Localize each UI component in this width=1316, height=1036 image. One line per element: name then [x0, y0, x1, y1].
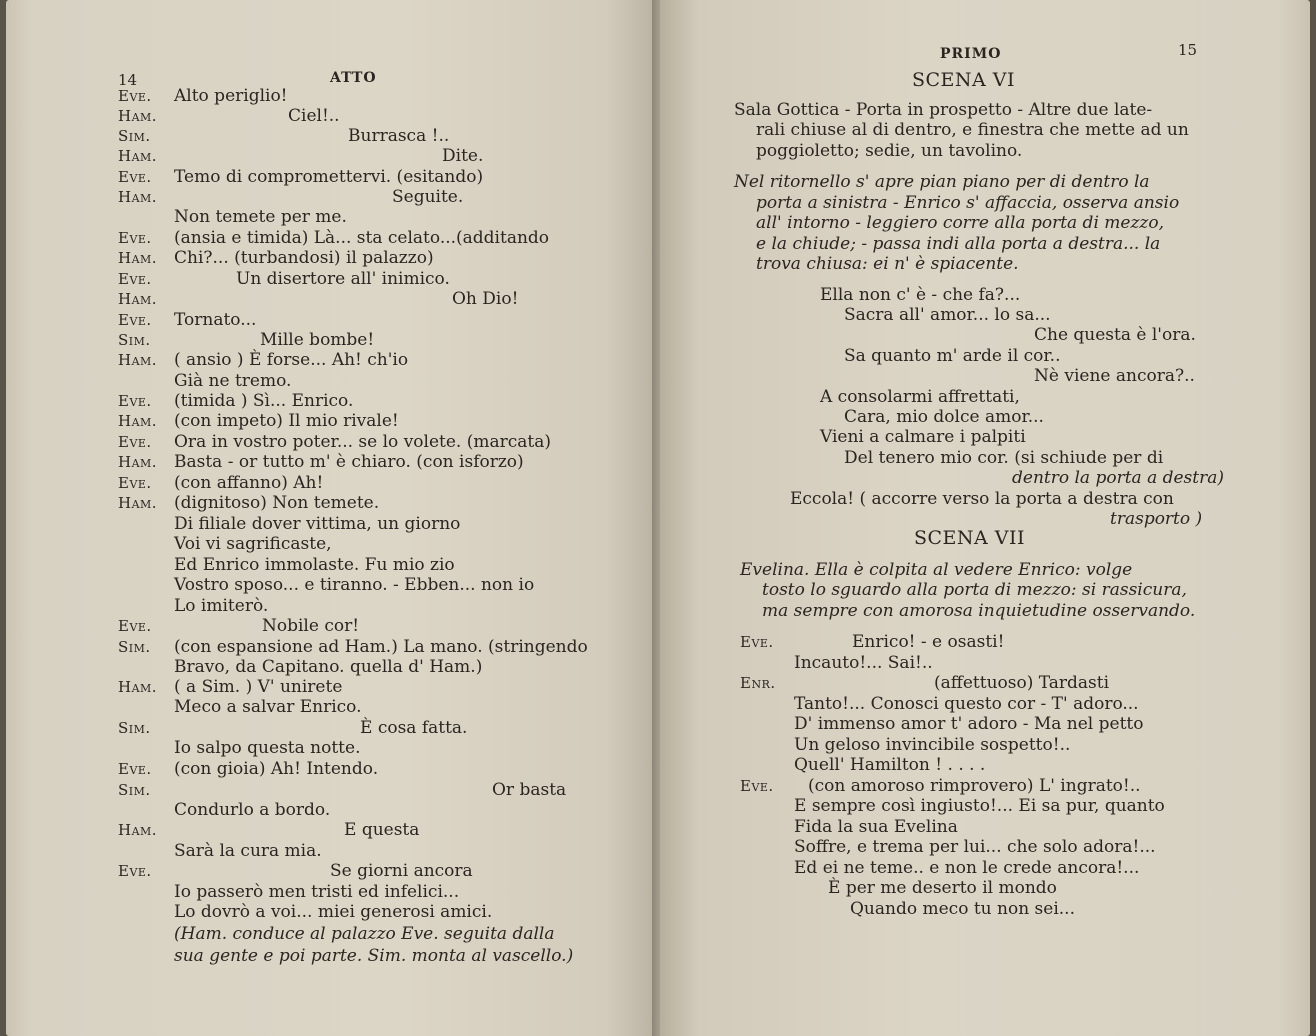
- speaker-label: Sim.: [118, 719, 151, 737]
- verse-line: Nè viene ancora?..: [1034, 366, 1195, 386]
- speaker-label: Eve.: [118, 433, 152, 451]
- dialogue-line: Nobile cor!: [262, 616, 360, 636]
- verse-line: Eccola! ( accorre verso la porta a destra con: [790, 489, 1174, 509]
- dialogue-line: Sarà la cura mia.: [174, 841, 322, 861]
- dialogue-line: Meco a salvar Enrico.: [174, 697, 362, 717]
- dialogue-line: Ciel!..: [288, 106, 340, 126]
- running-head: PRIMO: [940, 46, 1002, 62]
- speaker-label: Eve.: [118, 392, 152, 410]
- dialogue-line: Oh Dio!: [452, 289, 519, 309]
- dialogue-line: Burrasca !..: [348, 126, 450, 146]
- speaker-label: Ham.: [118, 249, 158, 267]
- dialogue-line: (timida ) Sì... Enrico.: [174, 391, 354, 411]
- dialogue-line: Temo di compromettervi. (esitando): [174, 167, 484, 187]
- stage-setting: Sala Gottica - Porta in prospetto - Altre due late-: [734, 100, 1153, 120]
- dialogue-line: sua gente e poi parte. Sim. monta al vascello.): [174, 946, 574, 966]
- dialogue-line: (con gioia) Ah! Intendo.: [174, 759, 379, 779]
- dialogue-line: Ed Enrico immolaste. Fu mio zio: [174, 555, 455, 575]
- page-number: 15: [1178, 41, 1198, 59]
- speaker-label: Eve.: [118, 617, 152, 635]
- stage-direction: e la chiude; - passa indi alla porta a destra... la: [756, 234, 1161, 254]
- dialogue-line: Di filiale dover vittima, un giorno: [174, 514, 461, 534]
- verse-line: Sa quanto m' arde il cor..: [844, 346, 1061, 366]
- speaker-label: Ham.: [118, 453, 158, 471]
- dialogue-line: Basta - or tutto m' è chiaro. (con isforzo): [174, 452, 524, 472]
- speaker-label: Enr.: [740, 674, 776, 692]
- speaker-label: Eve.: [118, 168, 152, 186]
- dialogue-line: Mille bombe!: [260, 330, 375, 350]
- speaker-label: Eve.: [118, 229, 152, 247]
- stage-setting: rali chiuse al di dentro, e finestra che mette ad un: [756, 120, 1189, 140]
- page-number: 14: [118, 71, 138, 89]
- dialogue-line: Non temete per me.: [174, 207, 347, 227]
- verse-line: Ella non c' è - che fa?...: [820, 285, 1021, 305]
- speaker-label: Ham.: [118, 494, 158, 512]
- dialogue-line: E sempre così ingiusto!... Ei sa pur, quanto: [794, 796, 1165, 816]
- verse-line: Che questa è l'ora.: [1034, 325, 1196, 345]
- speaker-label: Ham.: [118, 678, 158, 696]
- dialogue-line: Lo imiterò.: [174, 596, 269, 616]
- dialogue-line: Quell' Hamilton ! . . . .: [794, 755, 986, 775]
- speaker-label: Eve.: [740, 633, 774, 651]
- dialogue-line: Voi vi sagrificaste,: [174, 534, 332, 554]
- dialogue-line: Lo dovrò a voi... miei generosi amici.: [174, 902, 493, 922]
- dialogue-line: Ora in vostro poter... se lo volete. (marcata): [174, 432, 552, 452]
- dialogue-line: Ed ei ne teme.. e non le crede ancora!...: [794, 858, 1140, 878]
- dialogue-line: Incauto!... Sai!..: [794, 653, 933, 673]
- verse-line: trasporto ): [1110, 509, 1203, 529]
- speaker-label: Eve.: [118, 311, 152, 329]
- speaker-label: Ham.: [118, 107, 158, 125]
- verse-line: dentro la porta a destra): [1012, 468, 1225, 488]
- dialogue-line: (Ham. conduce al palazzo Eve. seguita dalla: [174, 924, 555, 944]
- scene-title: SCENA VII: [914, 527, 1026, 549]
- verse-line: Del tenero mio cor. (si schiude per di: [844, 448, 1164, 468]
- verse-line: A consolarmi affrettati,: [820, 387, 1020, 407]
- dialogue-line: (con affanno) Ah!: [174, 473, 324, 493]
- dialogue-line: Alto periglio!: [174, 86, 288, 106]
- speaker-label: Ham.: [118, 147, 158, 165]
- dialogue-line: Un disertore all' inimico.: [236, 269, 450, 289]
- verse-line: Sacra all' amor... lo sa...: [844, 305, 1051, 325]
- speaker-label: Sim.: [118, 127, 151, 145]
- dialogue-line: Tanto!... Conosci questo cor - T' adoro...: [794, 694, 1139, 714]
- dialogue-line: Io passerò men tristi ed infelici...: [174, 882, 460, 902]
- dialogue-line: (affettuoso) Tardasti: [934, 673, 1110, 693]
- speaker-label: Ham.: [118, 290, 158, 308]
- speaker-label: Eve.: [118, 474, 152, 492]
- dialogue-line: (con espansione ad Ham.) La mano. (stringendo: [174, 637, 588, 657]
- dialogue-line: È cosa fatta.: [360, 718, 468, 738]
- speaker-label: Eve.: [118, 270, 152, 288]
- dialogue-line: Dite.: [442, 146, 484, 166]
- speaker-label: Ham.: [118, 188, 158, 206]
- dialogue-line: Soffre, e trema per lui... che solo adora!...: [794, 837, 1156, 857]
- speaker-label: Eve.: [118, 862, 152, 880]
- dialogue-line: (con impeto) Il mio rivale!: [174, 411, 399, 431]
- stage-direction: tosto lo sguardo alla porta di mezzo: si rassicura,: [762, 580, 1187, 600]
- dialogue-line: Chi?... (turbandosi) il palazzo): [174, 248, 434, 268]
- dialogue-line: Condurlo a bordo.: [174, 800, 331, 820]
- left-page: [6, 0, 658, 1036]
- stage-direction: Nel ritornello s' apre pian piano per di dentro la: [734, 172, 1150, 192]
- verse-line: Cara, mio dolce amor...: [844, 407, 1044, 427]
- speaker-label: Ham.: [118, 821, 158, 839]
- dialogue-line: (ansia e timida) Là... sta celato...(additando: [174, 228, 550, 248]
- stage-setting: poggioletto; sedie, un tavolino.: [756, 141, 1023, 161]
- stage-direction: porta a sinistra - Enrico s' affaccia, osserva ansio: [756, 193, 1180, 213]
- dialogue-line: (con amoroso rimprovero) L' ingrato!..: [808, 776, 1141, 796]
- dialogue-line: ( a Sim. ) V' unirete: [174, 677, 343, 697]
- dialogue-line: Enrico! - e osasti!: [852, 632, 1005, 652]
- dialogue-line: Quando meco tu non sei...: [850, 899, 1075, 919]
- dialogue-line: D' immenso amor t' adoro - Ma nel petto: [794, 714, 1144, 734]
- speaker-label: Eve.: [118, 87, 152, 105]
- speaker-label: Sim.: [118, 638, 151, 656]
- speaker-label: Ham.: [118, 412, 158, 430]
- speaker-label: Sim.: [118, 781, 151, 799]
- dialogue-line: E questa: [344, 820, 420, 840]
- verse-line: Vieni a calmare i palpiti: [820, 427, 1026, 447]
- dialogue-line: Seguite.: [392, 187, 464, 207]
- dialogue-line: Or basta: [492, 780, 567, 800]
- speaker-label: Eve.: [118, 760, 152, 778]
- stage-direction: trova chiusa: ei n' è spiacente.: [756, 254, 1019, 274]
- dialogue-line: ( ansio ) È forse... Ah! ch'io: [174, 350, 409, 370]
- dialogue-line: Già ne tremo.: [174, 371, 292, 391]
- dialogue-line: Fida la sua Evelina: [794, 817, 958, 837]
- stage-direction: Evelina. Ella è colpita al vedere Enrico: volge: [740, 560, 1133, 580]
- dialogue-line: È per me deserto il mondo: [828, 878, 1057, 898]
- dialogue-line: Io salpo questa notte.: [174, 738, 361, 758]
- dialogue-line: Tornato...: [174, 310, 257, 330]
- speaker-label: Ham.: [118, 351, 158, 369]
- dialogue-line: Vostro sposo... e tiranno. - Ebben... non io: [174, 575, 535, 595]
- dialogue-line: (dignitoso) Non temete.: [174, 493, 380, 513]
- right-page: [660, 0, 1310, 1036]
- stage-direction: ma sempre con amorosa inquietudine osservando.: [762, 601, 1196, 621]
- stage-direction: all' intorno - leggiero corre alla porta di mezzo,: [756, 213, 1165, 233]
- speaker-label: Sim.: [118, 331, 151, 349]
- running-head: ATTO: [330, 70, 377, 86]
- speaker-label: Eve.: [740, 777, 774, 795]
- scene-title: SCENA VI: [912, 69, 1016, 91]
- dialogue-line: Bravo, da Capitano. quella d' Ham.): [174, 657, 483, 677]
- dialogue-line: Se giorni ancora: [330, 861, 473, 881]
- dialogue-line: Un geloso invincibile sospetto!..: [794, 735, 1071, 755]
